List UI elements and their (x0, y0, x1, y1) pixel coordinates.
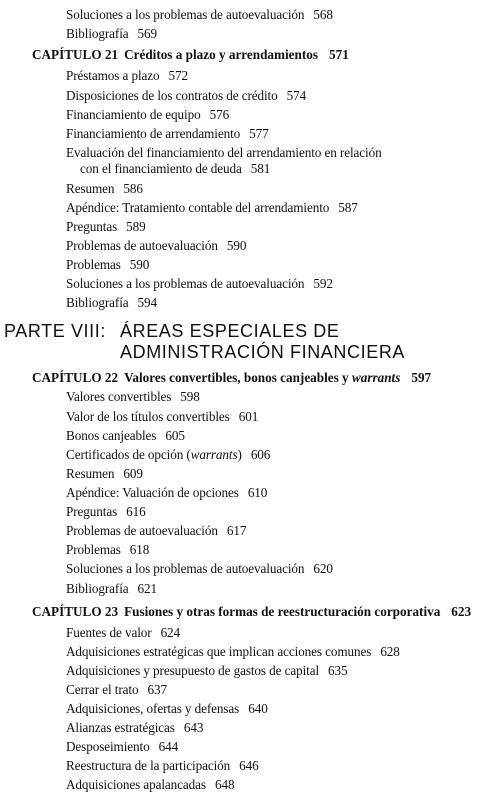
toc-entry (66, 126, 269, 142)
toc-entry-page: 609 (123, 466, 143, 481)
toc-entry (66, 276, 333, 292)
toc-entry-page: 581 (250, 161, 271, 176)
toc-entry-page: 616 (126, 504, 146, 519)
toc-entry-page: 590 (226, 238, 247, 253)
toc-entry-title: Fuentes de valor (66, 625, 152, 640)
chapter-title: Fusiones y otras formas de reestructuración corporativa (124, 604, 441, 619)
toc-entry-title: Adquisiciones apalancadas (66, 777, 206, 792)
chapter-number: CAPÍTULO 23 (32, 604, 119, 619)
chapter-heading-23 (32, 604, 471, 620)
chapter-number: CAPÍTULO 21 (32, 47, 119, 62)
chapter-heading-22 (32, 370, 431, 386)
toc-entry-page: 574 (286, 88, 307, 103)
toc-entry-page: 594 (137, 295, 158, 310)
toc-entry-page: 644 (158, 739, 179, 754)
toc-entry-title: Adquisiciones estratégicas que implican acciones comunes (66, 644, 372, 659)
toc-entry (66, 625, 180, 641)
toc-entry-title-cont: con el financiamiento de deuda (80, 161, 242, 176)
toc-entry-page: 610 (247, 485, 268, 500)
part-title-line1: ÁREAS ESPECIALES DE (120, 321, 340, 341)
toc-entry (66, 7, 333, 23)
toc-entry-title: Problemas de autoevaluación (66, 523, 218, 538)
toc-entry (66, 181, 143, 197)
toc-entry (66, 26, 157, 42)
toc-entry (66, 504, 146, 520)
toc-entry-page: 592 (313, 276, 333, 291)
chapter-title: Créditos a plazo y arrendamientos (124, 47, 318, 62)
toc-entry-title: Soluciones a los problemas de autoevaluación (66, 7, 305, 22)
toc-entry-title: Apéndice: Tratamiento contable del arrendamiento (66, 200, 330, 215)
toc-entry-page: 643 (183, 720, 204, 735)
toc-entry (66, 777, 234, 793)
chapter-title: Valores convertibles, bonos canjeables y (124, 370, 349, 385)
toc-entry-page: 601 (238, 409, 259, 424)
toc-entry (66, 145, 382, 161)
toc-entry-page: 605 (165, 428, 185, 443)
chapter-number: CAPÍTULO 22 (32, 370, 119, 385)
toc-entry-title: Disposiciones de los contratos de crédito (66, 88, 278, 103)
toc-entry (66, 561, 333, 577)
chapter-page: 571 (329, 47, 349, 62)
toc-entry-title-italic: warrants (190, 447, 238, 462)
toc-entry-page: 628 (380, 644, 400, 659)
toc-entry (66, 523, 246, 539)
toc-entry (66, 758, 259, 774)
toc-entry-page: 576 (209, 107, 230, 122)
toc-entry-page: 586 (123, 181, 143, 196)
toc-entry-page: 640 (248, 701, 268, 716)
toc-entry-title: Reestructura de la participación (66, 758, 231, 773)
toc-entry-title: Bonos canjeables (66, 428, 157, 443)
toc-entry-title: Valores convertibles (66, 389, 172, 404)
toc-entry-title: Preguntas (66, 504, 118, 519)
toc-entry-title: Bibliografía (66, 581, 129, 596)
toc-entry (66, 238, 246, 254)
part-label: PARTE VIII: (4, 321, 106, 341)
toc-entry-title: Adquisiciones, ofertas y defensas (66, 701, 240, 716)
toc-entry-title: Adquisiciones y presupuesto de gastos de capital (66, 663, 320, 678)
toc-entry-page: 621 (137, 581, 158, 596)
toc-entry-title: Soluciones a los problemas de autoevaluación (66, 276, 305, 291)
toc-entry (66, 107, 229, 123)
toc-entry-title: Evaluación del financiamiento del arrendamiento en relación (66, 145, 382, 160)
chapter-page: 623 (451, 604, 472, 619)
toc-entry-page: 590 (129, 257, 150, 272)
toc-entry-page: 624 (160, 625, 181, 640)
toc-entry-page: 572 (168, 68, 189, 83)
toc-entry-title: Soluciones a los problemas de autoevaluación (66, 561, 305, 576)
toc-entry-page: 618 (129, 542, 150, 557)
chapter-title-italic: warrants (351, 370, 401, 385)
toc-entry (66, 739, 178, 755)
toc-entry (66, 68, 188, 84)
toc-entry (66, 200, 358, 216)
toc-entry (66, 466, 143, 482)
toc-entry (66, 389, 200, 405)
toc-entry-title: Apéndice: Valuación de opciones (66, 485, 239, 500)
toc-entry-title: Bibliografía (66, 26, 129, 41)
toc-entry-title-after: ) (237, 447, 242, 462)
toc-entry-title: Resumen (66, 466, 115, 481)
toc-entry (66, 581, 157, 597)
toc-entry-page: 637 (147, 682, 167, 697)
toc-entry (66, 485, 267, 501)
toc-entry-title: Resumen (66, 181, 115, 196)
toc-entry-title: Valor de los títulos convertibles (66, 409, 230, 424)
toc-entry (66, 701, 268, 717)
toc-entry-page: 646 (239, 758, 259, 773)
toc-entry-page: 587 (338, 200, 358, 215)
toc-entry-page: 577 (249, 126, 269, 141)
toc-entry-title: Problemas de autoevaluación (66, 238, 218, 253)
toc-entry-page: 635 (328, 663, 348, 678)
toc-entry-title: Alianzas estratégicas (66, 720, 175, 735)
toc-entry-page: 648 (214, 777, 235, 792)
part-heading (4, 321, 406, 362)
toc-entry-title: Preguntas (66, 219, 118, 234)
toc-entry (66, 88, 306, 104)
toc-entry-title: Préstamos a plazo (66, 68, 160, 83)
toc-entry-title: Financiamiento de arrendamiento (66, 126, 241, 141)
toc-entry (66, 257, 149, 273)
toc-entry-title: Desposeimiento (66, 739, 150, 754)
toc-entry-page: 569 (137, 26, 158, 41)
toc-entry-title: Financiamiento de equipo (66, 107, 201, 122)
chapter-heading-21 (32, 47, 349, 63)
toc-entry (66, 644, 400, 660)
chapter-page: 597 (411, 370, 432, 385)
toc-entry-page: 606 (250, 447, 271, 462)
toc-entry-continuation (80, 161, 270, 177)
part-title-line2: ADMINISTRACIÓN FINANCIERA (120, 342, 406, 362)
toc-entry-title: Problemas (66, 257, 121, 272)
toc-entry-page: 589 (126, 219, 146, 234)
toc-entry-page: 598 (180, 389, 200, 404)
toc-entry (66, 219, 146, 235)
toc-entry (66, 447, 270, 463)
toc-entry (66, 682, 167, 698)
toc-entry (66, 428, 185, 444)
toc-entry (66, 542, 149, 558)
toc-entry-title: Cerrar el trato (66, 682, 139, 697)
toc-entry (66, 409, 258, 425)
toc-entry-page: 568 (313, 7, 333, 22)
toc-entry-page: 617 (226, 523, 247, 538)
toc-entry-title: Problemas (66, 542, 121, 557)
toc-entry-page: 620 (313, 561, 333, 576)
toc-entry (66, 720, 203, 736)
toc-entry-title: Certificados de opción ( (66, 447, 191, 462)
toc-entry (66, 663, 348, 679)
toc-entry-title: Bibliografía (66, 295, 129, 310)
toc-entry (66, 295, 157, 311)
